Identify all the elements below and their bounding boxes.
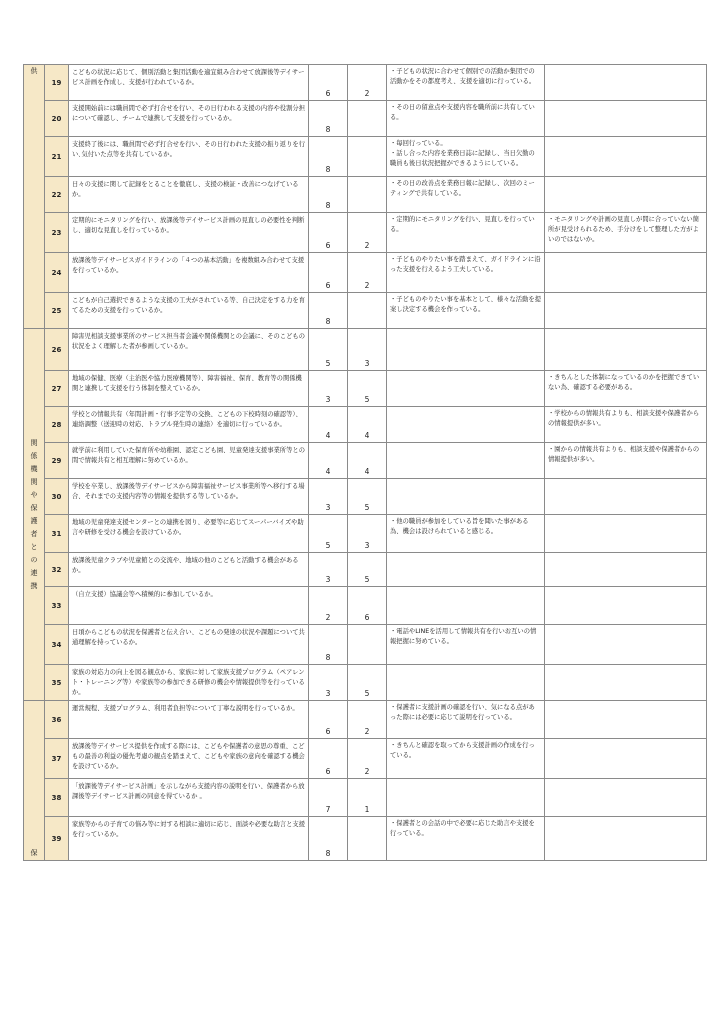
yes-count-cell: 6 [309,253,348,293]
item-number-cell: 38 [45,779,69,817]
table-row [24,779,707,817]
no-count-cell: 4 [348,443,387,479]
yes-count-cell: 7 [309,779,348,817]
table-row [24,177,707,213]
staff-comment-cell [387,587,545,625]
improvement-cell: ・園からの情報共有よりも、相談支援や保護者からの情報提供が多い。 [545,443,707,479]
table-row [24,101,707,137]
staff-comment-cell: ・電話やLINEを活用して情報共有を行いお互いの情報把握に努めている。 [387,625,545,665]
question-cell: 家族の対応力の向上を図る観点から、家族に対して家族支援プログラム（ペアレント・トレーニング等）や家族等の参加できる研修の機会や情報提供等を行っているか。 [69,665,309,701]
yes-count-cell: 6 [309,701,348,739]
table-row [24,371,707,407]
item-number-cell: 33 [45,587,69,625]
improvement-cell [545,101,707,137]
item-number-cell: 32 [45,553,69,587]
improvement-cell [545,293,707,329]
yes-count-cell: 8 [309,177,348,213]
yes-count-cell: 8 [309,137,348,177]
staff-comment-cell [387,329,545,371]
item-number-cell: 31 [45,515,69,553]
question-cell: 家族等からの子育ての悩み等に対する相談に適切に応じ、面談や必要な助言と支援を行っているか。 [69,817,309,861]
no-count-cell: 2 [348,253,387,293]
item-number-cell: 29 [45,443,69,479]
no-count-cell: 5 [348,665,387,701]
question-cell: 支援終了後には、職員間で必ず打合せを行い、その日行われた支援の振り返りを行い､気付いた点等を共有しているか。 [69,137,309,177]
item-number-cell: 22 [45,177,69,213]
question-cell: （自立支援）協議会等へ積極的に参加しているか。 [69,587,309,625]
question-cell: 運営規程、支援プログラム、利用者負担等について丁寧な説明を行っているか。 [69,701,309,739]
improvement-cell: ・モニタリングや計画の見直しが間に合っていない箇所が見受けられるため、手分けをして整理した方がよいのではないか。 [545,213,707,253]
staff-comment-cell: ・子どもの状況に合わせて個別での活動か集団での活動かをその都度考え、支援を適切に行っている。 [387,65,545,101]
no-count-cell: 2 [348,65,387,101]
staff-comment-cell: ・定期的にモニタリングを行い、見直しを行っている。 [387,213,545,253]
category-cell-guardians [24,701,45,861]
no-count-cell [348,625,387,665]
staff-comment-cell: ・保護者に支援計画の確認を行い、気になる点があった際には必要に応じて説明を行っている。 [387,701,545,739]
yes-count-cell: 6 [309,65,348,101]
yes-count-cell: 8 [309,293,348,329]
improvement-cell [545,329,707,371]
table-row [24,213,707,253]
improvement-cell: ・きちんとした体制になっているのかを把握できていない為、確認する必要がある。 [545,371,707,407]
no-count-cell [348,137,387,177]
staff-comment-cell: ・保護者との会話の中で必要に応じた助言や支援を行っている。 [387,817,545,861]
no-count-cell: 6 [348,587,387,625]
improvement-cell [545,587,707,625]
no-count-cell: 3 [348,515,387,553]
table-row [24,407,707,443]
no-count-cell: 3 [348,329,387,371]
no-count-cell: 5 [348,371,387,407]
yes-count-cell: 3 [309,665,348,701]
item-number-cell: 36 [45,701,69,739]
table-row [24,817,707,861]
improvement-cell [545,701,707,739]
item-number-cell: 20 [45,101,69,137]
item-number-cell: 35 [45,665,69,701]
no-count-cell: 4 [348,407,387,443]
question-cell: 支援開始前には職員間で必ず打合せを行い、その日行われる支援の内容や役割分担について確認し、チームで連携して支援を行っているか。 [69,101,309,137]
staff-comment-cell: ・その日の留意点や支援内容を職所前に共有している。 [387,101,545,137]
staff-comment-cell [387,553,545,587]
yes-count-cell: 4 [309,443,348,479]
item-number-cell: 25 [45,293,69,329]
yes-count-cell: 2 [309,587,348,625]
table-row [24,553,707,587]
question-cell: 「放課後等デイサービス計画」を示しながら支援内容の説明を行い、保護者から放課後等デイサービス計画の同意を得ているか 。 [69,779,309,817]
question-cell: 放課後児童クラブや児童館との交流や、地域の他のこどもと活動する機会があるか。 [69,553,309,587]
evaluation-table [23,64,707,861]
question-cell: 学校との情報共有（年間計画・行事予定等の交換、こどもの下校時刻の確認等）、連絡調整（送迎時の対応、トラブル発生時の連絡）を適切に行っているか。 [69,407,309,443]
improvement-cell [545,817,707,861]
table-row [24,293,707,329]
category-label: 保 [30,849,38,857]
question-cell: こどもの状況に応じて、個別活動と集団活動を適宜組み合わせて放課後等デイサービス計画を作成し、支援が行われているか。 [69,65,309,101]
no-count-cell: 5 [348,479,387,515]
no-count-cell [348,293,387,329]
improvement-cell [545,515,707,553]
table-row [24,329,707,371]
staff-comment-cell: ・毎回行っている。 ・話し合った内容を業務日誌に記録し、当日欠勤の職員も後日状況把握ができるようにしている。 [387,137,545,177]
question-cell: 障害児相談支援事業所のサービス担当者会議や関係機関との会議に、そのこどもの状況をよく理解した者が参画しているか。 [69,329,309,371]
item-number-cell: 34 [45,625,69,665]
item-number-cell: 27 [45,371,69,407]
table-row [24,137,707,177]
no-count-cell: 2 [348,701,387,739]
yes-count-cell: 4 [309,407,348,443]
staff-comment-cell: ・子どものやりたい事を基本として、様々な活動を提案し決定する機会を作っている。 [387,293,545,329]
table-row [24,625,707,665]
staff-comment-cell: ・子どものやりたい事を踏まえて、ガイドラインに沿った支援を行えるよう工夫している。 [387,253,545,293]
no-count-cell: 2 [348,739,387,779]
table-row [24,739,707,779]
improvement-cell: ・学校からの情報共有よりも、相談支援や保護者からの情報提供が多い。 [545,407,707,443]
item-number-cell: 23 [45,213,69,253]
yes-count-cell: 5 [309,515,348,553]
item-number-cell: 26 [45,329,69,371]
staff-comment-cell [387,479,545,515]
yes-count-cell: 6 [309,213,348,253]
staff-comment-cell [387,443,545,479]
question-cell: 学校を卒業し、放課後等デイサービスから障害福祉サービス事業所等へ移行する場合、それまでの支援内容等の情報を提供する等しているか。 [69,479,309,515]
no-count-cell: 1 [348,779,387,817]
improvement-cell [545,137,707,177]
table-row [24,479,707,515]
question-cell: 地域の保健、医療（主治医や協力医療機関等）、障害福祉、保育、教育等の関係機関と連携して支援を行う体制を整えているか。 [69,371,309,407]
staff-comment-cell [387,665,545,701]
item-number-cell: 19 [45,65,69,101]
question-cell: 日頃からこどもの状況を保護者と伝え合い、こどもの発達の状況や課題について共通理解を持っているか。 [69,625,309,665]
question-cell: 放課後等デイサービス提供を作成する際には、こどもや保護者の意思の尊重、こどもの最善の利益の優先考慮の観点を踏まえて、こどもや家族の意向を確認する機会を設けているか。 [69,739,309,779]
category-label: 供 [30,67,38,75]
improvement-cell [545,177,707,213]
yes-count-cell: 3 [309,479,348,515]
improvement-cell [545,553,707,587]
question-cell: 日々の支援に関して記録をとることを徹底し、支援の検証・改善につなげているか。 [69,177,309,213]
staff-comment-cell [387,407,545,443]
no-count-cell: 5 [348,553,387,587]
yes-count-cell: 8 [309,817,348,861]
question-cell: 放課後等デイサービスガイドラインの「４つの基本活動」を複数組み合わせて支援を行っているか。 [69,253,309,293]
item-number-cell: 24 [45,253,69,293]
improvement-cell [545,739,707,779]
evaluation-rows [24,65,707,861]
category-cell-relations [24,329,45,701]
improvement-cell [545,625,707,665]
table-row [24,665,707,701]
yes-count-cell: 3 [309,371,348,407]
question-cell: 地域の児童発達支援センターとの連携を図り、必要等に応じてスーパーバイズや助言や研修を受ける機会を設けているか。 [69,515,309,553]
yes-count-cell: 8 [309,625,348,665]
table-row [24,515,707,553]
yes-count-cell: 5 [309,329,348,371]
category-label: 関係機関や保護者との連携 [30,438,38,590]
staff-comment-cell: ・他の職員が参加をしている旨を聞いた事がある為、機会は設けられていると感じる。 [387,515,545,553]
staff-comment-cell [387,371,545,407]
item-number-cell: 37 [45,739,69,779]
improvement-cell [545,665,707,701]
yes-count-cell: 6 [309,739,348,779]
no-count-cell [348,177,387,213]
yes-count-cell: 3 [309,553,348,587]
question-cell: こどもが自己選択できるような支援の工夫がされている等、自己決定をする力を育てるための支援を行っているか。 [69,293,309,329]
table-row [24,701,707,739]
no-count-cell [348,101,387,137]
staff-comment-cell: ・その日の改善点を業務日報に記録し、次回のミーティングで共有している。 [387,177,545,213]
item-number-cell: 28 [45,407,69,443]
no-count-cell: 2 [348,213,387,253]
item-number-cell: 21 [45,137,69,177]
staff-comment-cell [387,779,545,817]
improvement-cell [545,779,707,817]
improvement-cell [545,253,707,293]
table-row [24,253,707,293]
table-row [24,587,707,625]
improvement-cell [545,479,707,515]
question-cell: 就学前に利用していた保育所や幼稚園、認定こども園、児童発達支援事業所等との間で情報共有と相互理解に努めているか。 [69,443,309,479]
improvement-cell [545,65,707,101]
staff-comment-cell: ・きちんと確認を取ってから支援計画の作成を行っている。 [387,739,545,779]
table-row [24,65,707,101]
question-cell: 定期的にモニタリングを行い、放課後等デイサービス計画の見直しの必要性を判断し、適切な見直しを行っているか。 [69,213,309,253]
item-number-cell: 39 [45,817,69,861]
no-count-cell [348,817,387,861]
table-row [24,443,707,479]
item-number-cell: 30 [45,479,69,515]
category-cell-support [24,65,45,329]
yes-count-cell: 8 [309,101,348,137]
